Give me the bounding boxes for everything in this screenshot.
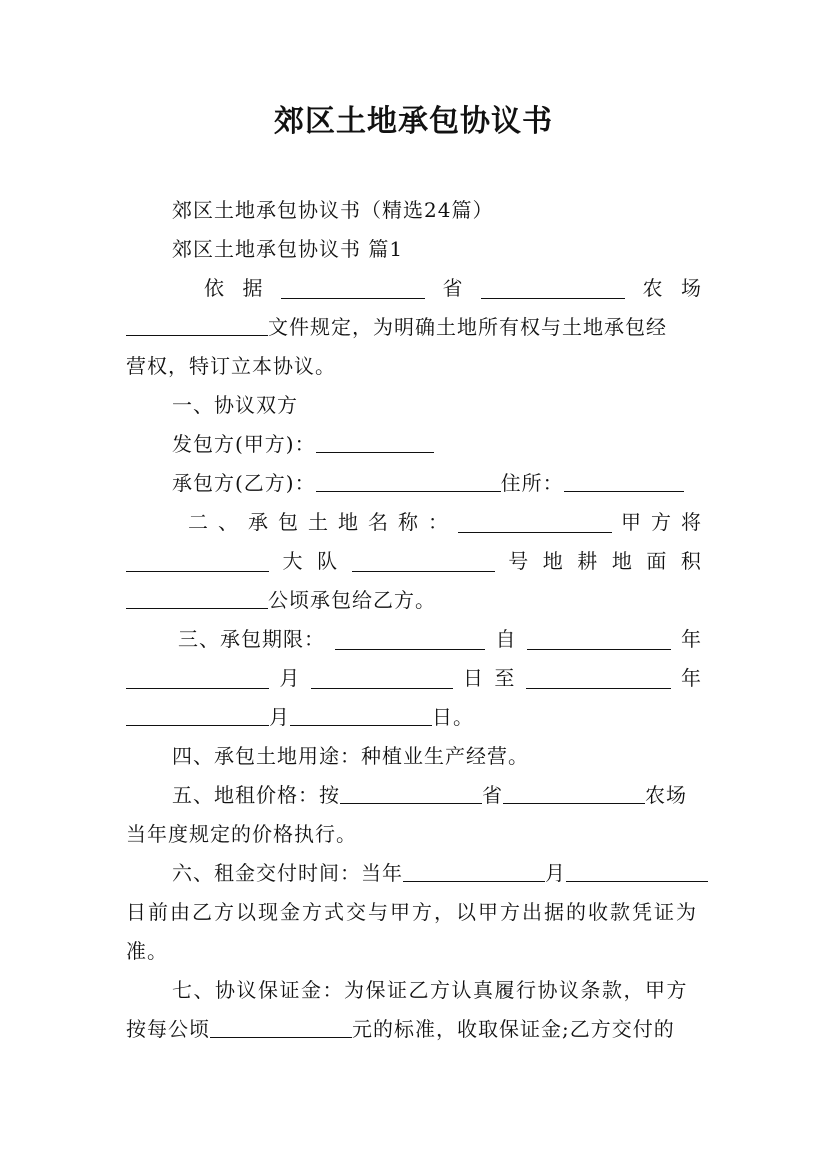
text-char: ：	[428, 510, 449, 534]
party-b-line	[172, 469, 684, 497]
text-char: 日	[462, 666, 484, 690]
section-3-line-1	[178, 625, 702, 653]
paragraph-1-line-2	[126, 313, 667, 341]
blank-field	[126, 551, 269, 572]
text-char: 至	[494, 666, 516, 690]
blank-field	[290, 705, 432, 726]
term-label: 三、承包期限：	[178, 627, 325, 651]
text-char: 称	[398, 510, 419, 534]
text-run: 农场	[645, 783, 687, 807]
blank-field	[335, 629, 485, 650]
blank-field	[126, 668, 269, 689]
section-6-line-2: 日前由乙方以现金方式交与甲方，以甲方出据的收款凭证为	[126, 900, 698, 924]
blank-field	[340, 783, 482, 804]
section-2-line-3	[126, 586, 436, 614]
paragraph-1-line-3: 营权，特订立本协议。	[126, 354, 336, 378]
text-char: 依	[204, 276, 225, 300]
text-char: 二	[188, 510, 209, 534]
text-char: 名	[368, 510, 389, 534]
blank-field	[481, 278, 625, 299]
blank-field	[352, 551, 495, 572]
section-7-line-1: 七、协议保证金：为保证乙方认真履行协议条款，甲方	[172, 978, 688, 1002]
text-char: 据	[242, 276, 264, 300]
text-run: 公顷承包给乙方。	[268, 588, 436, 612]
text-char: 耕	[577, 549, 599, 573]
text-char: 承	[248, 510, 269, 534]
section-3-line-2	[126, 664, 702, 692]
text-char: 省	[442, 276, 464, 300]
blank-field	[311, 668, 453, 689]
text-char: 年	[681, 627, 702, 651]
section-1-heading: 一、协议双方	[172, 393, 298, 417]
blank-field	[126, 705, 269, 726]
text-char: 将	[681, 510, 702, 534]
paragraph-1-line-1	[204, 274, 702, 302]
blank-field	[126, 588, 268, 609]
text-char: 、	[218, 510, 239, 534]
chapter-heading: 郊区土地承包协议书 篇1	[172, 237, 404, 261]
text-char: 月	[269, 705, 290, 729]
party-b-label: 承包方(乙方)：	[172, 471, 316, 495]
text-char: 地	[542, 549, 564, 573]
blank-field	[403, 861, 545, 882]
text-run: 日。	[432, 705, 474, 729]
section-6-line-3: 准。	[126, 939, 168, 963]
blank-field	[210, 1017, 352, 1038]
text-char: 年	[680, 666, 702, 690]
text-run: 五、地租价格：按	[172, 783, 340, 807]
document-subtitle: 郊区土地承包协议书（精选24篇）	[172, 198, 494, 222]
party-b-blank	[316, 471, 501, 492]
section-2-line-2	[126, 547, 702, 575]
address-blank	[564, 471, 684, 492]
section-7-line-2	[126, 1015, 675, 1043]
text-char: 大	[282, 549, 304, 573]
party-a-label: 发包方(甲方)：	[172, 432, 316, 456]
text-char: 自	[495, 627, 517, 651]
text-char: 农	[642, 276, 664, 300]
text-char: 地	[611, 549, 633, 573]
party-a-line	[172, 430, 434, 458]
section-5-line-1	[172, 781, 687, 809]
blank-field	[126, 315, 268, 336]
party-a-blank	[316, 432, 434, 453]
section-6-line-1	[172, 859, 708, 887]
text-char: 场	[681, 276, 702, 300]
section-3-line-3	[126, 703, 474, 731]
blank-field	[566, 861, 708, 882]
section-4-line: 四、承包土地用途：种植业生产经营。	[172, 744, 529, 768]
blank-field	[281, 278, 425, 299]
text-char: 积	[680, 549, 702, 573]
text-char: 面	[646, 549, 668, 573]
text-char: 省	[482, 783, 503, 807]
text-run: 按每公顷	[126, 1017, 210, 1041]
land-name-blank	[458, 512, 612, 533]
text-char: 包	[278, 510, 299, 534]
blank-field	[527, 629, 671, 650]
blank-field	[503, 783, 645, 804]
text-char: 甲	[621, 510, 642, 534]
blank-field	[526, 668, 671, 689]
text-char: 月	[279, 666, 301, 690]
text-char: 地	[338, 510, 359, 534]
text-char: 号	[508, 549, 530, 573]
document-title: 郊区土地承包协议书	[274, 104, 553, 139]
section-5-line-2: 当年度规定的价格执行。	[126, 822, 357, 846]
text-run: 六、租金交付时间：当年	[172, 861, 403, 885]
text-run: 元的标准，收取保证金;乙方交付的	[352, 1017, 675, 1041]
text-char: 队	[317, 549, 339, 573]
text-char: 土	[308, 510, 329, 534]
address-label: 住所：	[500, 471, 564, 495]
text-char: 方	[651, 510, 672, 534]
section-2-line-1	[188, 508, 702, 536]
text-run: 文件规定，为明确土地所有权与土地承包经	[268, 315, 667, 339]
text-char: 月	[545, 861, 566, 885]
